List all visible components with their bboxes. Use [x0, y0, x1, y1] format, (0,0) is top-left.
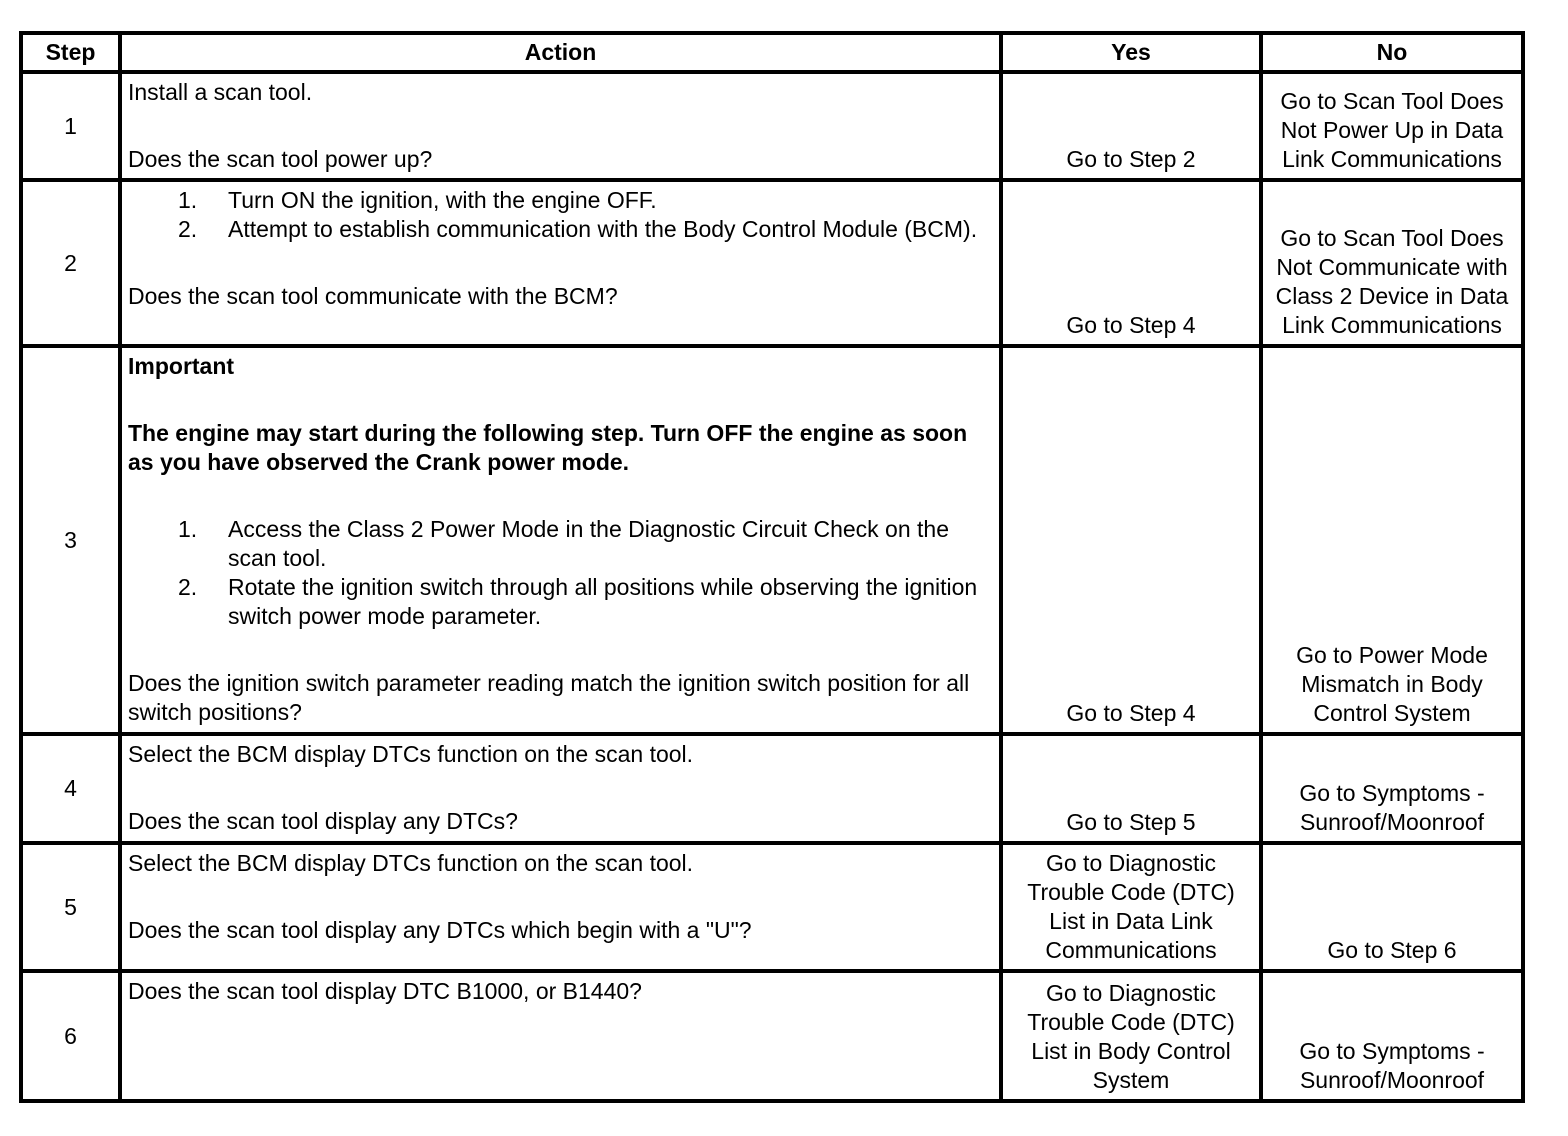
procedure-list [128, 186, 991, 244]
step-number: 6 [21, 971, 120, 1101]
action-cell [120, 180, 1001, 346]
question-text: Does the scan tool display any DTCs? [128, 808, 518, 834]
action-cell [120, 346, 1001, 734]
important-warning: The engine may start during the following step. Turn OFF the engine as soon as you have observed the Crank power mode. [128, 420, 968, 475]
step-number: 4 [21, 734, 120, 843]
instruction-text: Install a scan tool. [128, 79, 313, 105]
yes-cell: Go to Diagnostic Trouble Code (DTC) List in Data Link Communications [1001, 843, 1261, 971]
yes-cell: Go to Step 4 [1001, 346, 1261, 734]
no-cell: Go to Scan Tool Does Not Power Up in Data Link Communications [1261, 72, 1523, 180]
action-cell [120, 971, 1001, 1101]
list-number: 1. [178, 516, 198, 542]
list-text: Attempt to establish communication with the Body Control Module (BCM). [228, 216, 978, 242]
list-number: 1. [178, 187, 198, 213]
header-no: No [1261, 33, 1523, 72]
no-cell: Go to Scan Tool Does Not Communicate with Class 2 Device in Data Link Communications [1261, 180, 1523, 346]
action-cell [120, 72, 1001, 180]
no-cell: Go to Symptoms - Sunroof/Moonroof [1261, 734, 1523, 843]
list-number: 2. [178, 216, 198, 242]
diagnostic-table [19, 31, 1525, 1103]
table-row [21, 971, 1523, 1101]
step-number: 2 [21, 180, 120, 346]
table-row [21, 180, 1523, 346]
table-row [21, 346, 1523, 734]
header-step: Step [21, 33, 120, 72]
instruction-text: Select the BCM display DTCs function on the scan tool. [128, 741, 694, 767]
list-text: Rotate the ignition switch through all positions while observing the ignition switch power mode parameter. [228, 574, 978, 629]
header-yes: Yes [1001, 33, 1261, 72]
question-text: Does the scan tool display any DTCs which begin with a "U"? [128, 917, 752, 943]
list-text: Turn ON the ignition, with the engine OFF. [228, 187, 657, 213]
yes-cell: Go to Diagnostic Trouble Code (DTC) List in Body Control System [1001, 971, 1261, 1101]
table-row [21, 843, 1523, 971]
action-cell [120, 734, 1001, 843]
no-cell: Go to Symptoms - Sunroof/Moonroof [1261, 971, 1523, 1101]
list-number: 2. [178, 574, 198, 600]
header-row [21, 33, 1523, 72]
header-action: Action [120, 33, 1001, 72]
question-text: Does the ignition switch parameter reading match the ignition switch position for all switch positions? [128, 670, 970, 725]
list-item [178, 215, 991, 244]
important-label: Important [128, 353, 235, 379]
yes-cell: Go to Step 2 [1001, 72, 1261, 180]
action-cell [120, 843, 1001, 971]
step-number: 5 [21, 843, 120, 971]
procedure-list [128, 515, 991, 631]
list-item [178, 186, 991, 215]
question-text: Does the scan tool display DTC B1000, or B1440? [128, 978, 642, 1004]
yes-cell: Go to Step 4 [1001, 180, 1261, 346]
question-text: Does the scan tool communicate with the BCM? [128, 283, 618, 309]
table-row [21, 72, 1523, 180]
list-item [178, 573, 991, 631]
question-text: Does the scan tool power up? [128, 146, 433, 172]
list-item [178, 515, 991, 573]
list-text: Access the Class 2 Power Mode in the Diagnostic Circuit Check on the scan tool. [228, 516, 949, 571]
step-number: 1 [21, 72, 120, 180]
no-cell: Go to Step 6 [1261, 843, 1523, 971]
no-cell: Go to Power Mode Mismatch in Body Control System [1261, 346, 1523, 734]
table-row [21, 734, 1523, 843]
instruction-text: Select the BCM display DTCs function on the scan tool. [128, 850, 694, 876]
step-number: 3 [21, 346, 120, 734]
yes-cell: Go to Step 5 [1001, 734, 1261, 843]
